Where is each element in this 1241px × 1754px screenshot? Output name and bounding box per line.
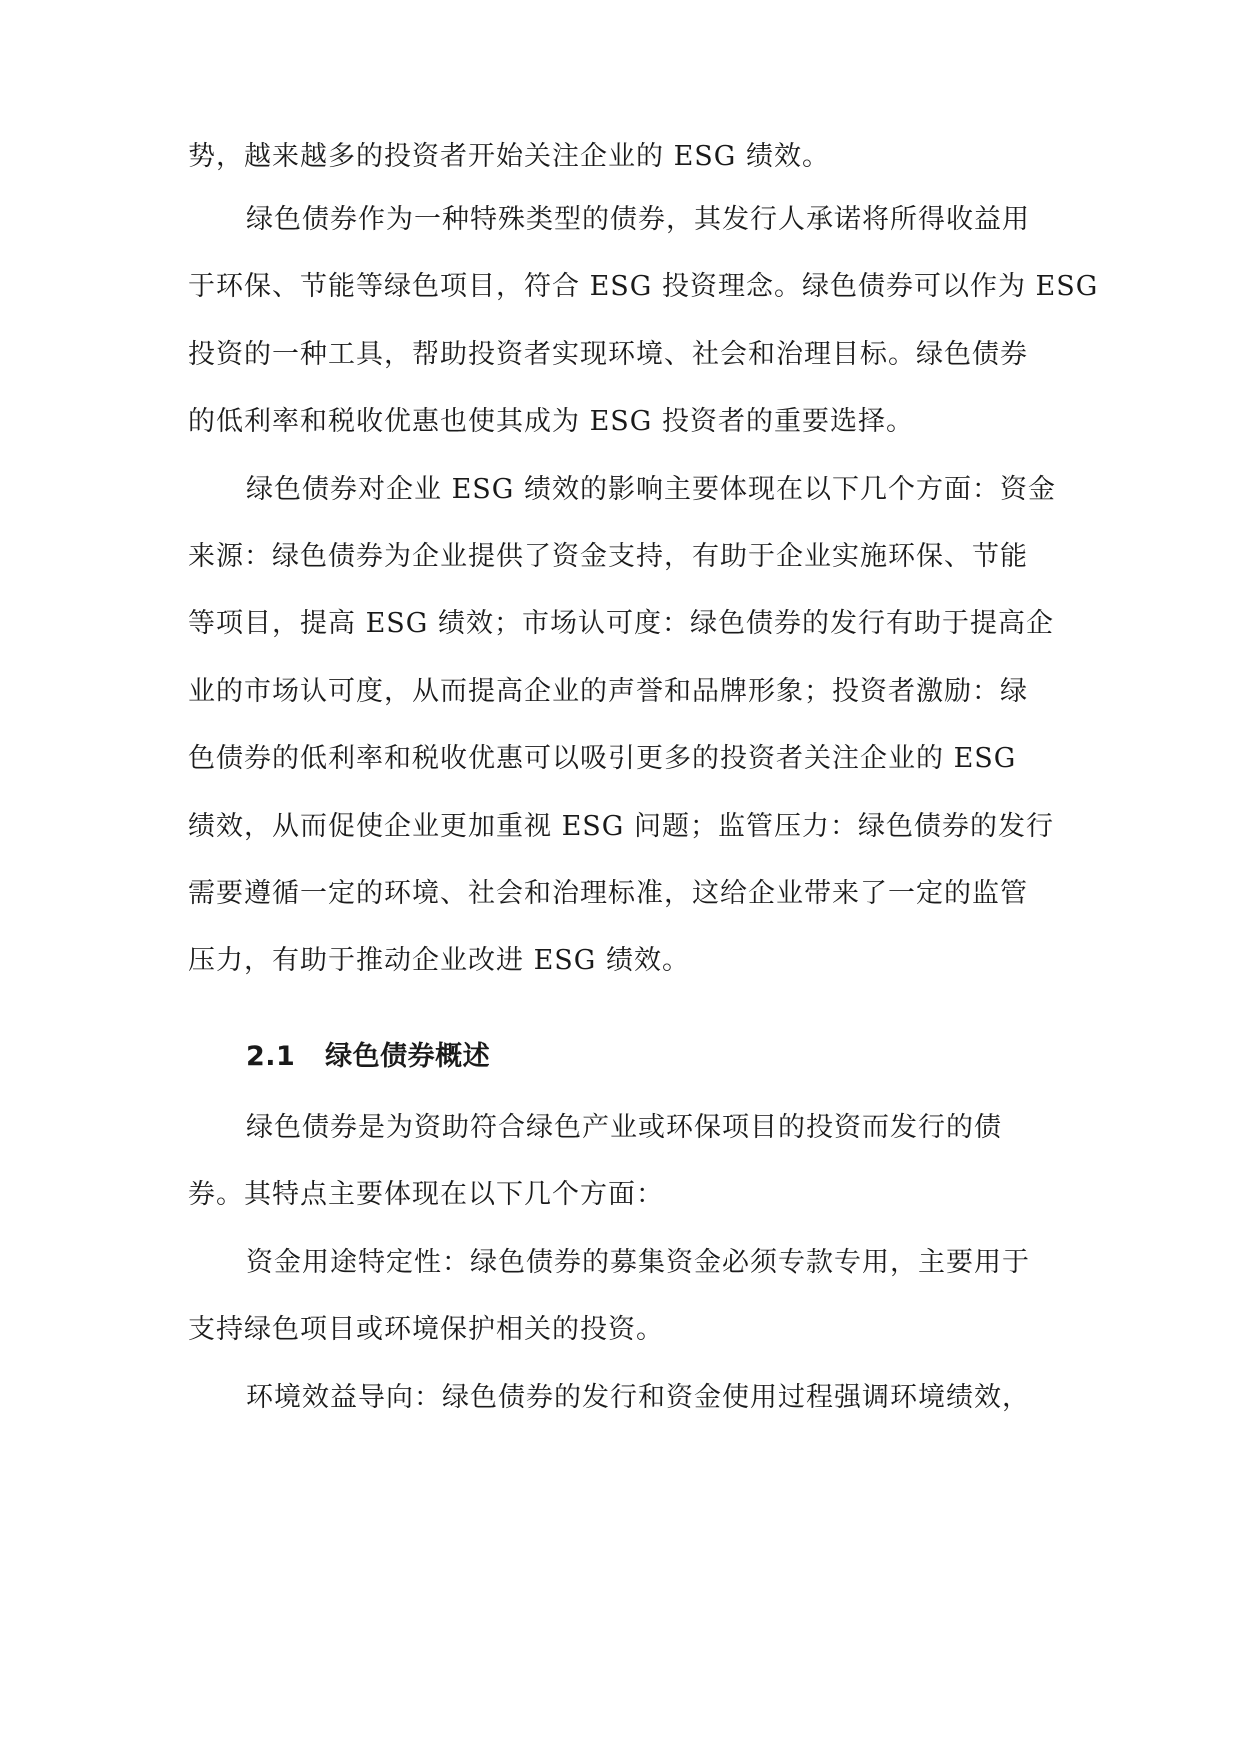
paragraph-line: 压力，有助于推动企业改进 ESG 绩效。 [188, 945, 690, 976]
section-number: 2.1 [246, 1041, 296, 1072]
paragraph-line: 业的市场认可度，从而提高企业的声誉和品牌形象；投资者激励：绿 [188, 676, 1028, 707]
section-title: 绿色债券概述 [325, 1041, 491, 1072]
paragraph-line: 绿色债券作为一种特殊类型的债券，其发行人承诺将所得收益用 [246, 204, 1030, 235]
paragraph-line: 等项目，提高 ESG 绩效；市场认可度：绿色债券的发行有助于提高企 [188, 608, 1054, 639]
paragraph-line: 色债券的低利率和税收优惠可以吸引更多的投资者关注企业的 ESG [188, 743, 1017, 774]
paragraph-line: 支持绿色项目或环境保护相关的投资。 [188, 1314, 664, 1345]
paragraph-line: 的低利率和税收优惠也使其成为 ESG 投资者的重要选择。 [188, 406, 914, 437]
paragraph-line: 绿色债券对企业 ESG 绩效的影响主要体现在以下几个方面：资金 [246, 474, 1056, 505]
paragraph-line: 投资的一种工具，帮助投资者实现环境、社会和治理目标。绿色债券 [188, 339, 1028, 370]
paragraph-line: 来源：绿色债券为企业提供了资金支持，有助于企业实施环保、节能 [188, 541, 1028, 572]
paragraph-line: 绩效，从而促使企业更加重视 ESG 问题；监管压力：绿色债券的发行 [188, 811, 1054, 842]
section-heading [246, 1037, 490, 1077]
paragraph-line: 券。其特点主要体现在以下几个方面： [188, 1179, 664, 1210]
paragraph-line: 绿色债券是为资助符合绿色产业或环保项目的投资而发行的债 [246, 1112, 1002, 1143]
paragraph-line: 环境效益导向：绿色债券的发行和资金使用过程强调环境绩效， [246, 1382, 1030, 1413]
paragraph-line: 需要遵循一定的环境、社会和治理标准，这给企业带来了一定的监管 [188, 878, 1028, 909]
paragraph-line: 于环保、节能等绿色项目，符合 ESG 投资理念。绿色债券可以作为 ESG [188, 271, 1099, 302]
paragraph-line: 势，越来越多的投资者开始关注企业的 ESG 绩效。 [188, 141, 830, 172]
paragraph-line: 资金用途特定性：绿色债券的募集资金必须专款专用，主要用于 [246, 1247, 1030, 1278]
